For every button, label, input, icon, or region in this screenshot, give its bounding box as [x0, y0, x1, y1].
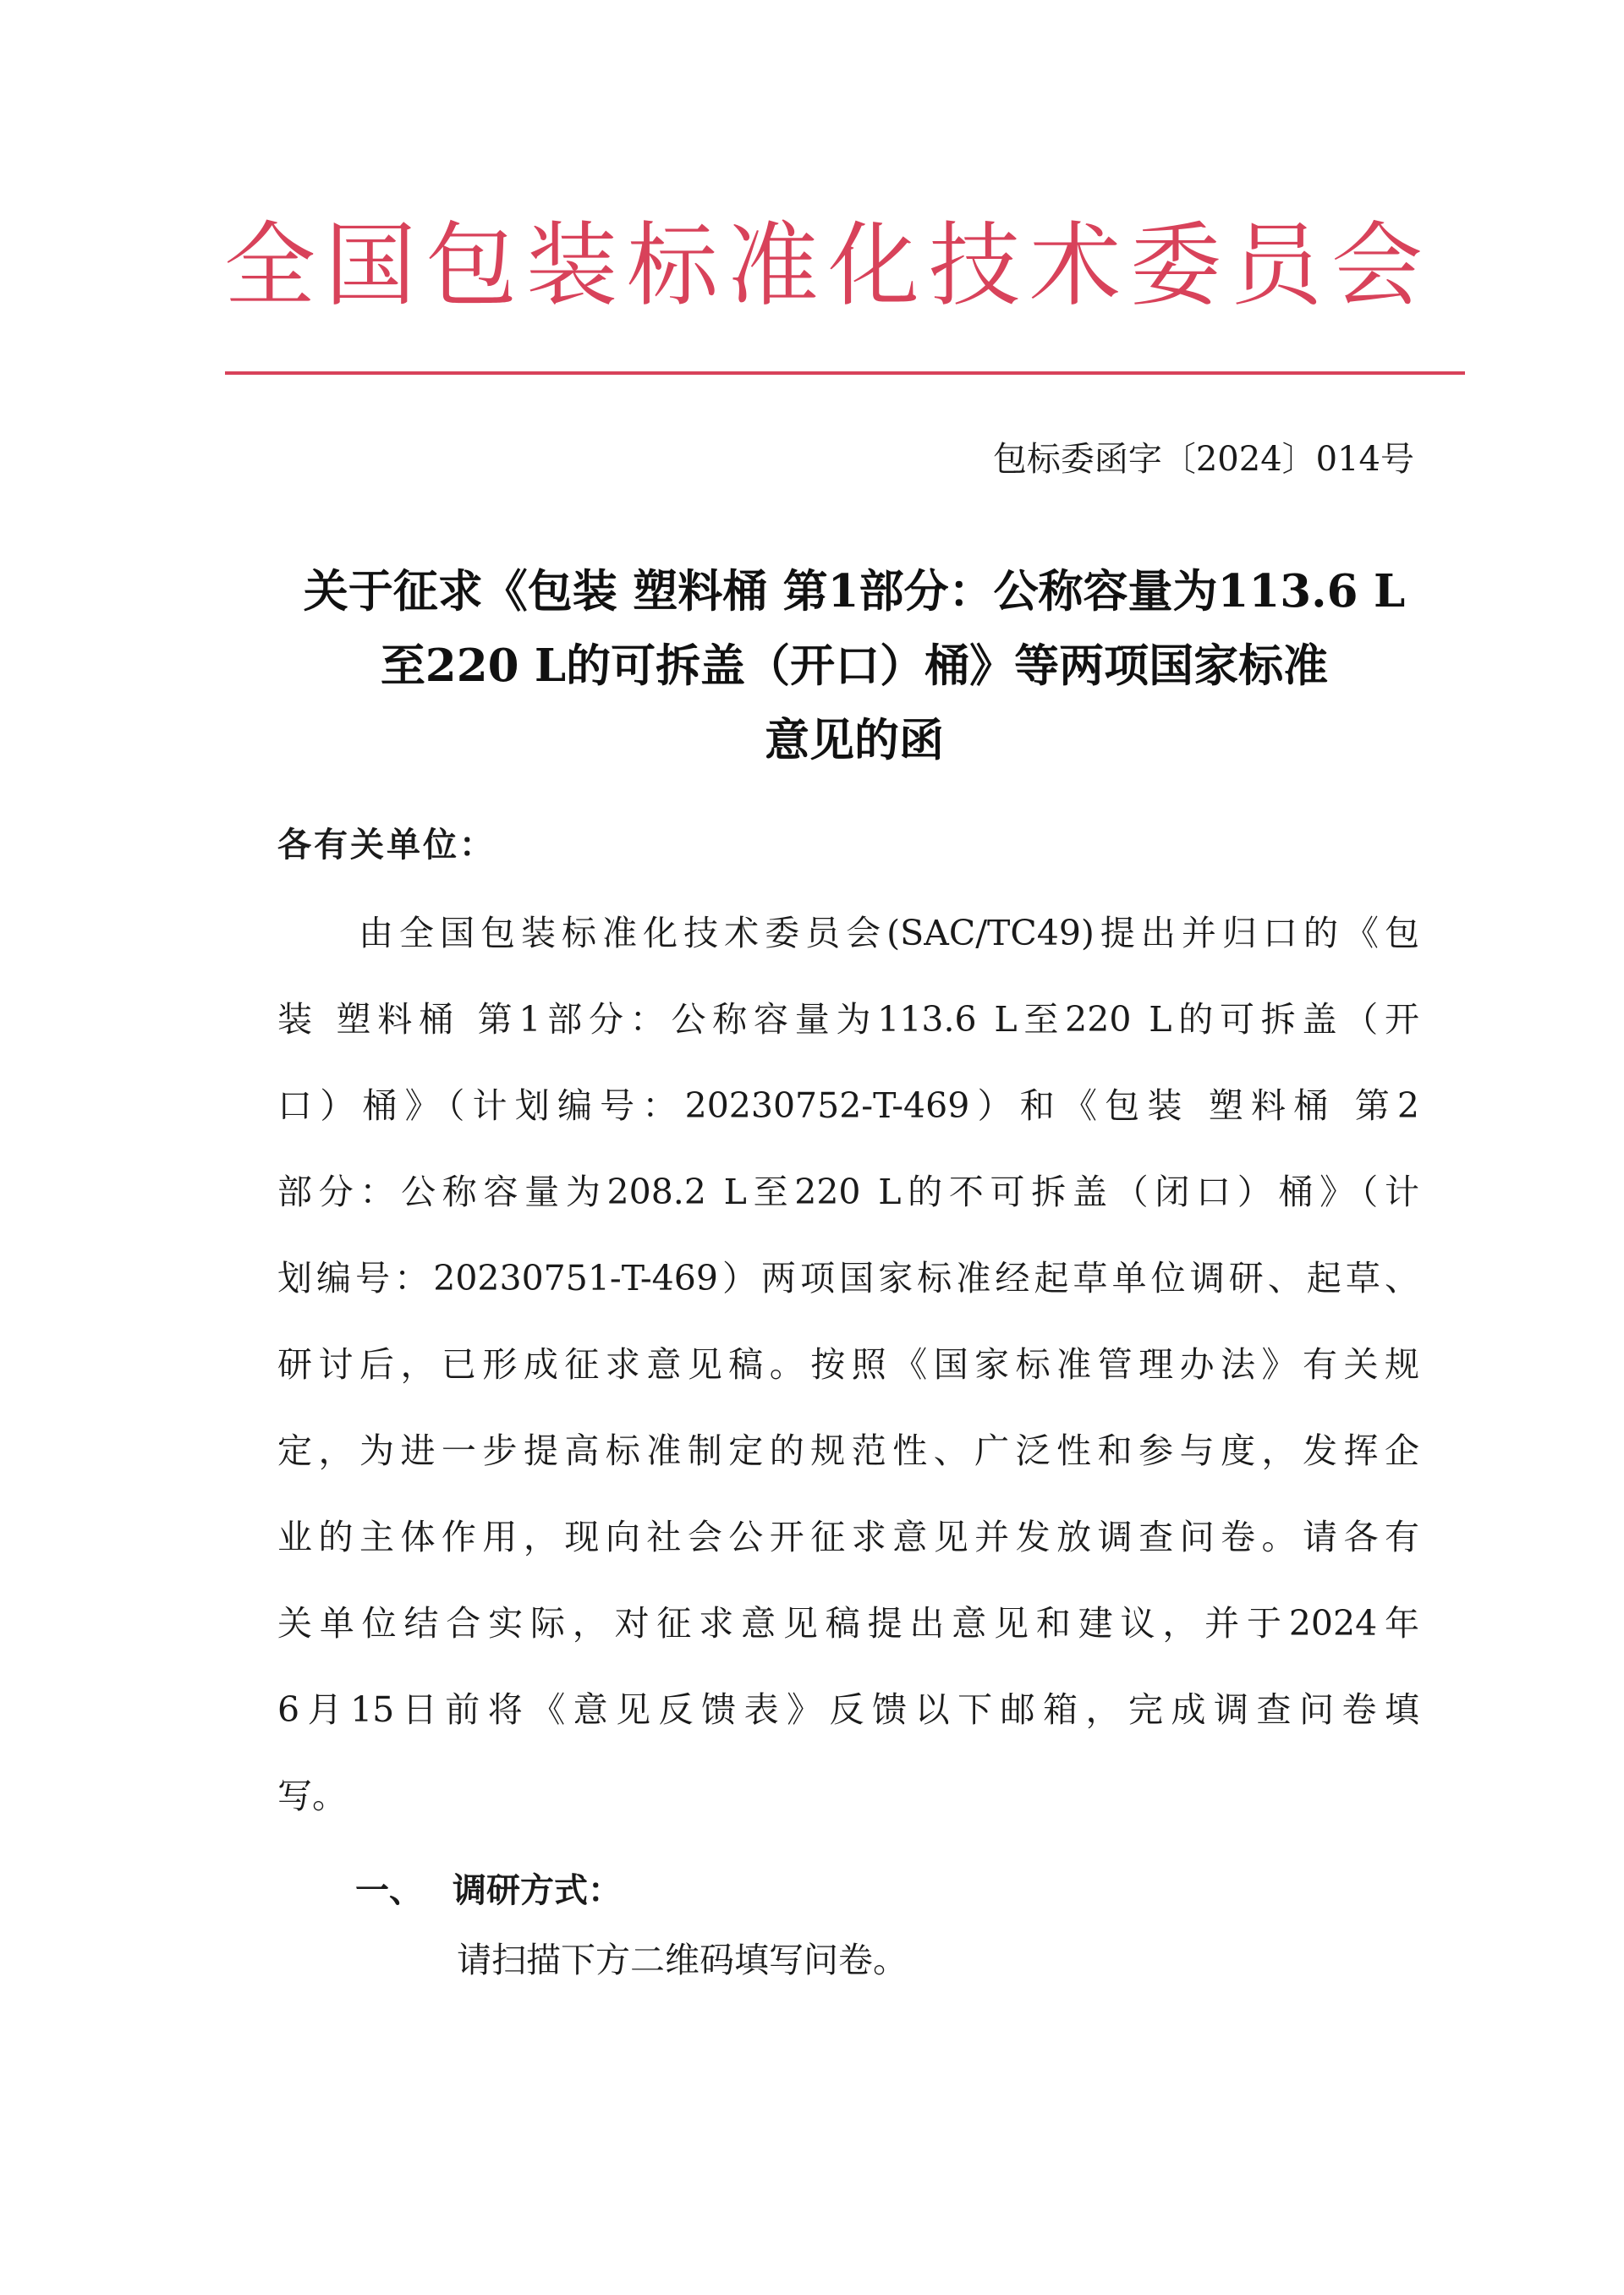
body-line: 写。 [277, 1776, 347, 1816]
body-line: 研讨后，已形成征求意见稿。按照《国家标准管理办法》有关规 [277, 1344, 1419, 1385]
body-line: 业的主体作用，现向社会公开征求意见并发放调查问卷。请各有 [277, 1517, 1419, 1557]
body-line: 口）桶》（计划编号：20230752-T-469）和《包装 塑料桶 第2 [277, 1085, 1419, 1126]
section-heading [355, 1861, 622, 1920]
body-paragraph [277, 903, 1419, 1853]
body-line: 关单位结合实际，对征求意见稿提出意见和建议，并于2024年 [277, 1603, 1419, 1644]
body-line: 定，为进一步提高标准制定的规范性、广泛性和参与度，发挥企 [277, 1430, 1419, 1471]
letterhead-red-rule [225, 371, 1465, 375]
body-line: 由全国包装标准化技术委员会(SAC/TC49)提出并归口的《包 [359, 913, 1419, 953]
body-line: 6月15日前将《意见反馈表》反馈以下邮箱，完成调查问卷填 [277, 1689, 1419, 1730]
body-line: 装 塑料桶 第1部分：公称容量为113.6 L至220 L的可拆盖（开 [277, 999, 1419, 1040]
section-number: 一、 [355, 1870, 423, 1910]
title-line: 关于征求《包装 塑料桶 第1部分：公称容量为113.6 L [303, 565, 1406, 618]
title-line: 意见的函 [765, 714, 944, 766]
title-line: 至220 L的可拆盖（开口）桶》等两项国家标准 [380, 640, 1329, 692]
salutation: 各有关单位： [277, 825, 496, 865]
body-line: 划编号：20230751-T-469）两项国家标准经起草单位调研、起草、 [277, 1258, 1419, 1298]
body-line: 部分：公称容量为208.2 L至220 L的不可拆盖（闭口）桶》（计 [277, 1172, 1419, 1212]
organization-letterhead: 全国包装标准化技术委员会 [224, 213, 1433, 319]
document-number: 包标委函字〔2024〕014号 [992, 440, 1414, 479]
section-heading-text: 调研方式： [453, 1870, 622, 1910]
section-text: 请扫描下方二维码填写问卷。 [457, 1940, 908, 1980]
document-title [254, 554, 1455, 777]
